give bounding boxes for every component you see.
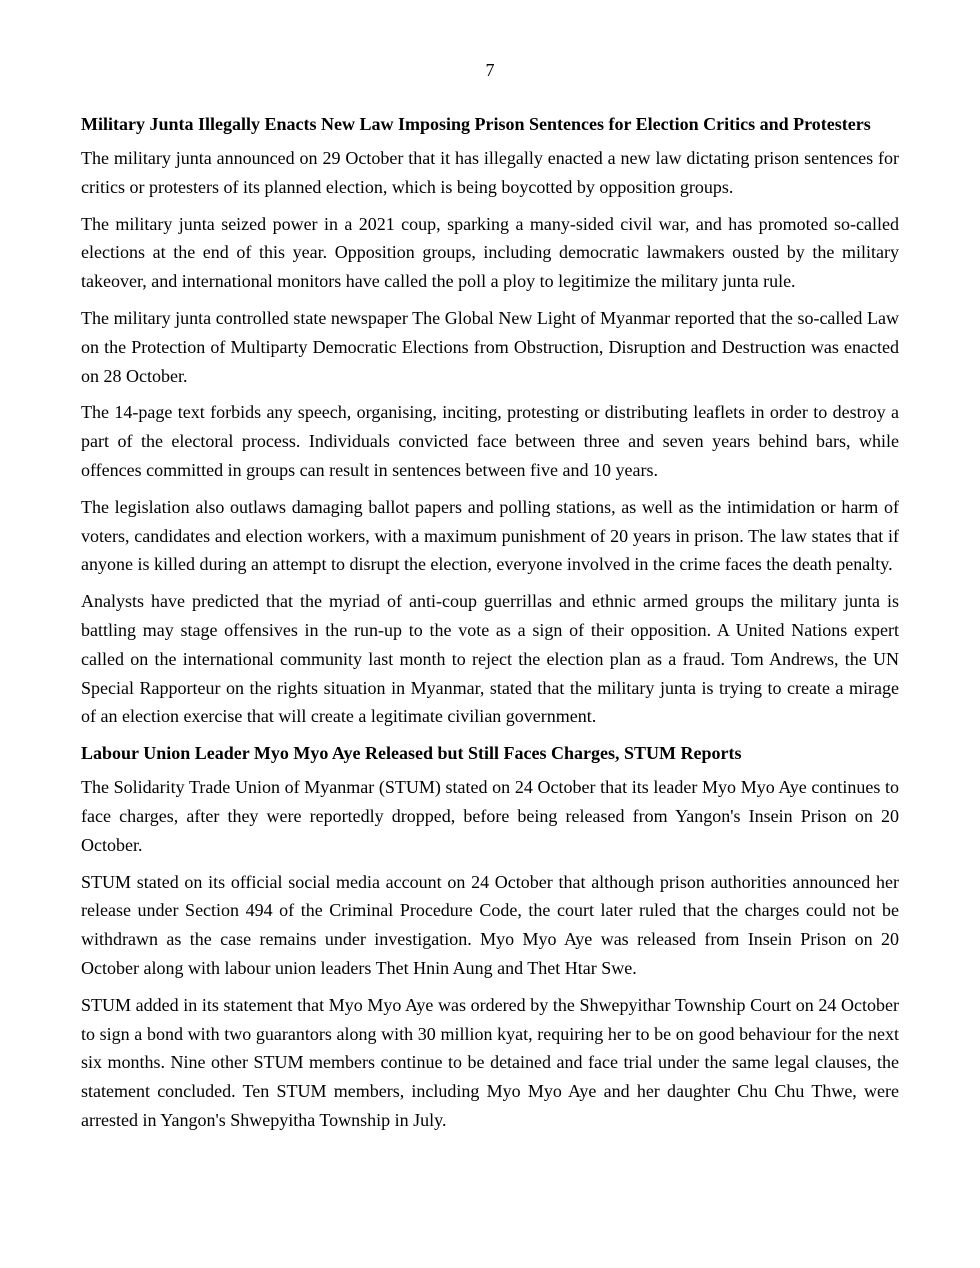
article-paragraph: The military junta seized power in a 2021 coup, sparking a many-sided civil war, and has promoted so-called elections at the end of this year. Opposition groups, including democratic lawmakers ousted by the military takeover, and international monitors have called the poll a ploy to legitimize the military junta rule. <box>81 213 899 292</box>
article-paragraph: Analysts have predicted that the myriad of anti-coup guerrillas and ethnic armed groups the military junta is battling may stage offensives in the run-up to the vote as a sign of their opposition. A United Nations expert called on the international community last month to reject the election plan as a fraud. Tom Andrews, the UN Special Rapporteur on the rights situation in Myanmar, stated that the military junta is trying to create a mirage of an election exercise that will create a legitimate civilian government. <box>81 591 899 727</box>
article-paragraph: The 14-page text forbids any speech, organising, inciting, protesting or distributing leaflets in order to destroy a part of the electoral process. Individuals convicted face between three and seven years behind bars, while offences committed in groups can result in sentences between five and 10 years. <box>81 402 899 480</box>
article-paragraph: STUM stated on its official social media account on 24 October that although prison authorities announced her release under Section 494 of the Criminal Procedure Code, the court later ruled that the charges could not be withdrawn as the case remains under investigation. Myo Myo Aye was released from Insein Prison on 20 October along with labour union leaders Thet Hnin Aung and Thet Htar Swe. <box>81 871 899 978</box>
article-paragraph: STUM added in its statement that Myo Myo Aye was ordered by the Shwepyithar Township Court on 24 October to sign a bond with two guarantors along with 30 million kyat, requiring her to be on good behaviour for the next six months. Nine other STUM members continue to be detained and face trial under the same legal clauses, the statement concluded. Ten STUM members, including Myo Myo Aye and her daughter Chu Chu Thwe, were arrested in Yangon's Shwepyitha Township in July. <box>81 994 899 1130</box>
article-heading-election-law: Military Junta Illegally Enacts New Law Imposing Prison Sentences for Election Critics and Protesters <box>81 114 871 134</box>
article-paragraph: The legislation also outlaws damaging ballot papers and polling stations, as well as the intimidation or harm of voters, candidates and election workers, with a maximum punishment of 20 years in prison. The law states that if anyone is killed during an attempt to disrupt the election, everyone involved in the crime faces the death penalty. <box>81 496 899 575</box>
page-number: 7 <box>485 60 495 80</box>
article-paragraph: The military junta controlled state newspaper The Global New Light of Myanmar reported that the so-called Law on the Protection of Multiparty Democratic Elections from Obstruction, Disruption and Destruction was enacted on 28 October. <box>81 307 899 386</box>
article-paragraph: The military junta announced on 29 October that it has illegally enacted a new law dictating prison sentences for critics or protesters of its planned election, which is being boycotted by opposition groups. <box>81 148 899 197</box>
article-heading-labour-union: Labour Union Leader Myo Myo Aye Released but Still Faces Charges, STUM Reports <box>81 743 742 764</box>
article-paragraph: The Solidarity Trade Union of Myanmar (STUM) stated on 24 October that its leader Myo Myo Aye continues to face charges, after they were reportedly dropped, before being released from Yangon's Insein Prison on 20 October. <box>81 777 899 855</box>
document-page <box>81 0 899 1143</box>
